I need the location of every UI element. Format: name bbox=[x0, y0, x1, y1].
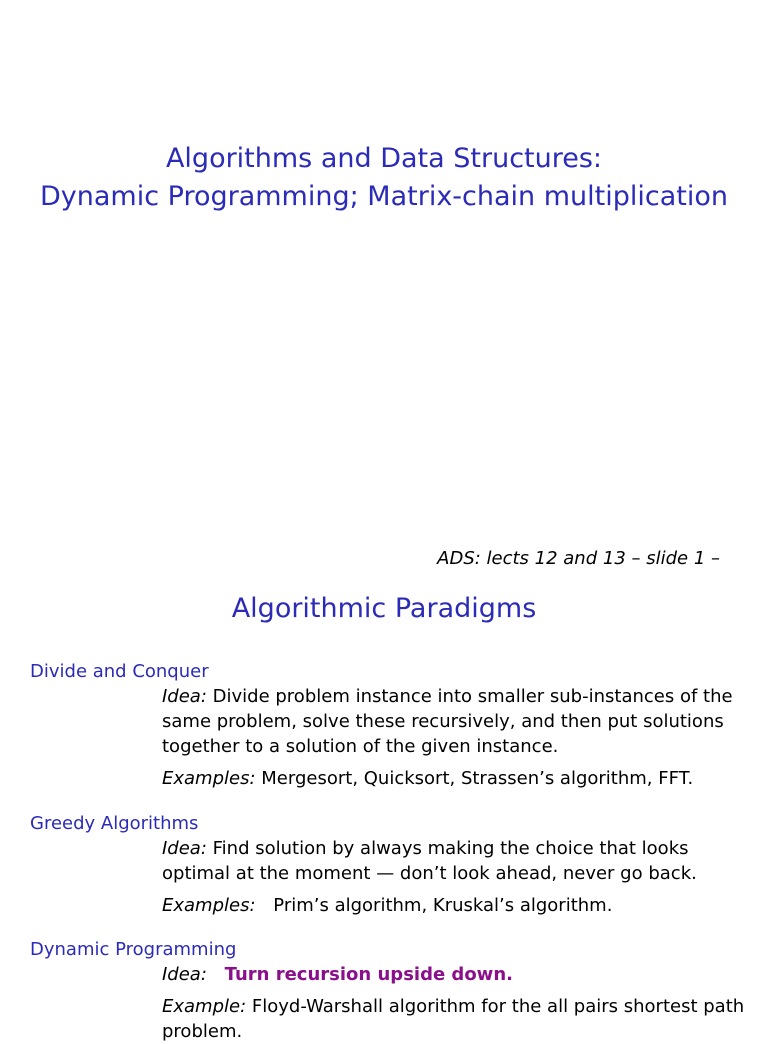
examples-label: Examples: bbox=[162, 895, 256, 916]
examples-text: Prim’s algorithm, Kruskal’s algorithm. bbox=[273, 895, 613, 916]
paradigm-body bbox=[162, 962, 750, 1044]
slide-2-title: Algorithmic Paradigms bbox=[231, 593, 537, 624]
paradigm-divide-and-conquer bbox=[30, 660, 750, 791]
slide-1-title bbox=[0, 140, 768, 216]
paradigm-heading: Dynamic Programming bbox=[30, 939, 237, 960]
idea-label: Idea: bbox=[162, 838, 207, 859]
paradigm-body bbox=[162, 836, 750, 918]
idea-label: Idea: bbox=[162, 686, 207, 707]
examples-paragraph bbox=[162, 766, 750, 791]
paradigm-body bbox=[162, 684, 750, 791]
paradigm-heading: Greedy Algorithms bbox=[30, 813, 199, 834]
title-line-2: Dynamic Programming; Matrix-chain multiplication bbox=[39, 181, 728, 212]
example-paragraph bbox=[162, 994, 750, 1044]
examples-text: Mergesort, Quicksort, Strassen’s algorithm, FFT. bbox=[261, 768, 694, 789]
slide-footer: ADS: lects 12 and 13 – slide 1 – bbox=[437, 548, 720, 569]
paradigm-heading: Divide and Conquer bbox=[30, 661, 209, 682]
example-text: Floyd-Warshall algorithm for the all pairs shortest path problem. bbox=[162, 996, 745, 1042]
idea-label: Idea: bbox=[162, 964, 207, 985]
examples-label: Examples: bbox=[162, 768, 256, 789]
idea-text: Divide problem instance into smaller sub-instances of the same problem, solve these recursively, and then put solutions together to a solution of the given instance. bbox=[162, 686, 733, 757]
idea-paragraph bbox=[162, 962, 750, 987]
idea-paragraph bbox=[162, 836, 750, 886]
idea-text: Find solution by always making the choice that looks optimal at the moment — don’t look ahead, never go back. bbox=[162, 838, 697, 884]
title-line-1: Algorithms and Data Structures: bbox=[165, 143, 603, 174]
examples-paragraph bbox=[162, 893, 750, 918]
paradigm-dynamic-programming bbox=[30, 938, 750, 1044]
paradigm-greedy-algorithms bbox=[30, 812, 750, 918]
example-label: Example: bbox=[162, 996, 247, 1017]
idea-highlight-text: Turn recursion upside down. bbox=[224, 964, 513, 985]
idea-paragraph bbox=[162, 684, 750, 759]
